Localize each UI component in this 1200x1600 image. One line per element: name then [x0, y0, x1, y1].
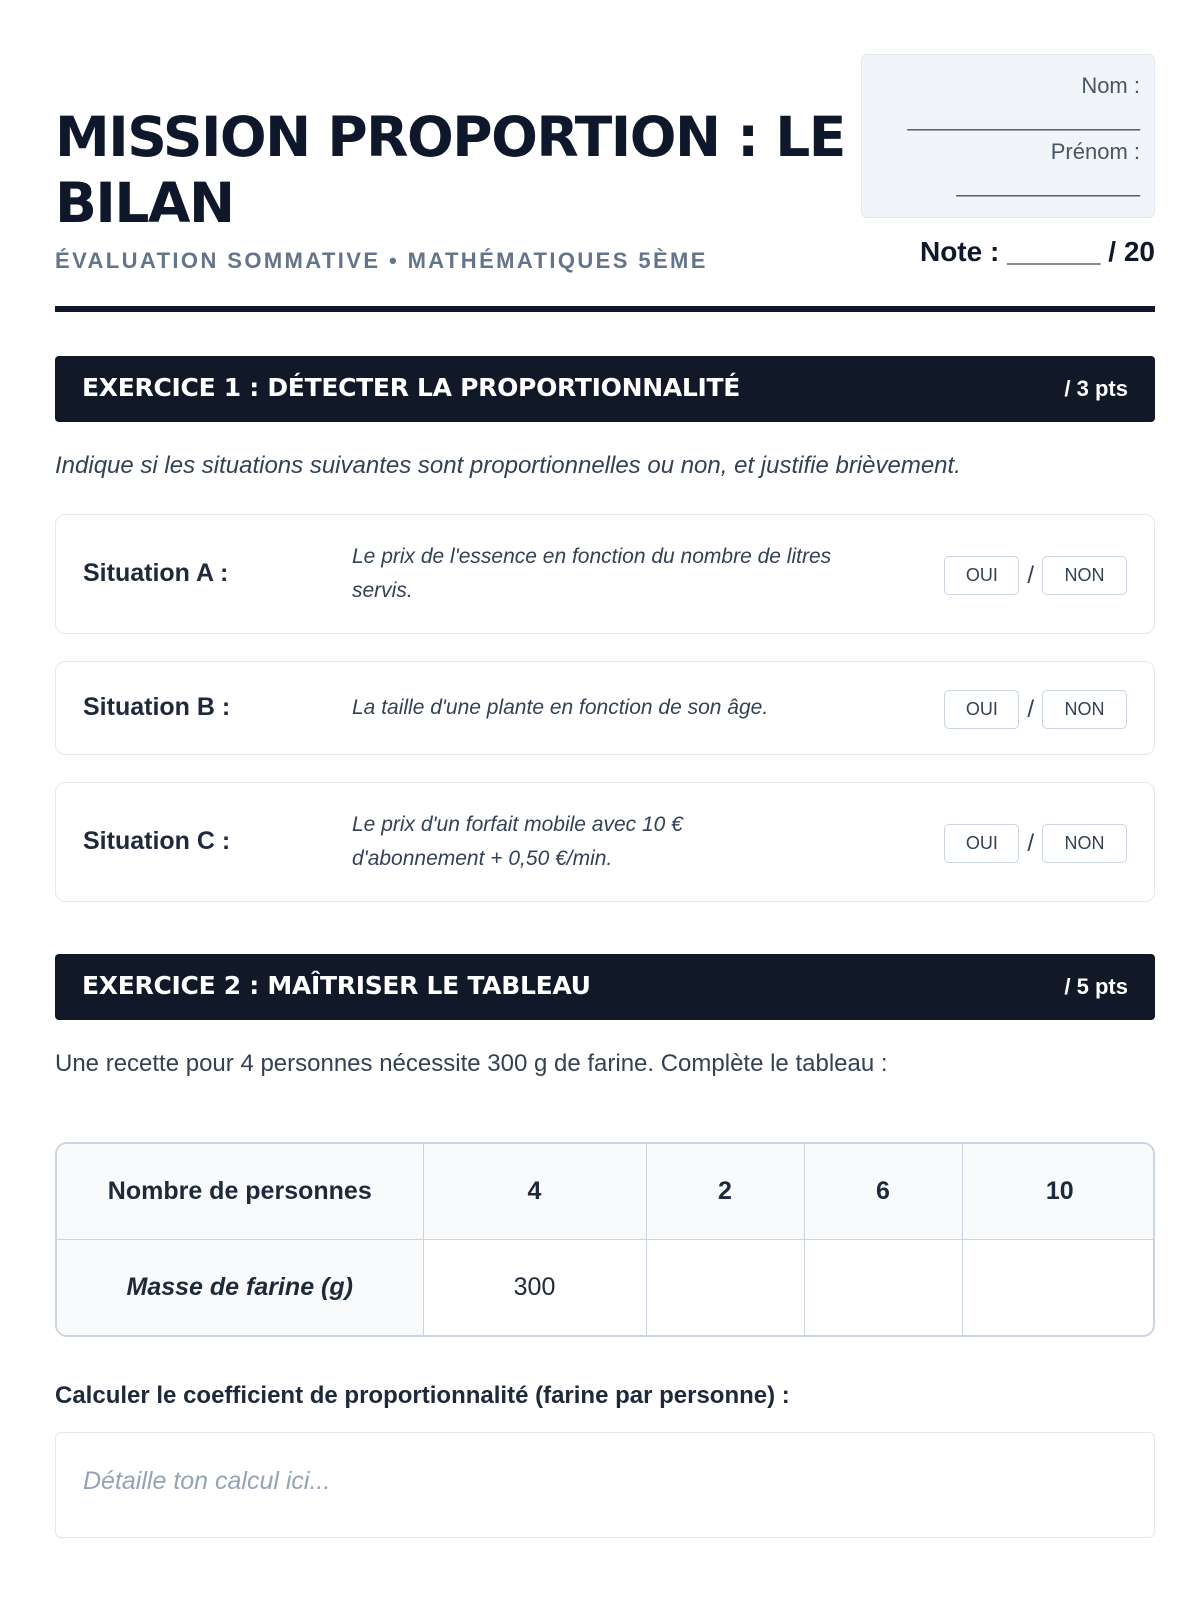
choice-separator: /	[1027, 695, 1034, 723]
situation-a-card	[55, 514, 1155, 634]
table-cell: 10	[962, 1144, 1155, 1240]
situation-b-choice	[944, 690, 1127, 729]
situation-c-non-button[interactable]: NON	[1042, 824, 1127, 863]
page-title: MISSION PROPORTION : LE BILAN	[55, 105, 845, 235]
nom-field[interactable]: ___________________	[907, 106, 1140, 131]
situation-c-description: Le prix d'un forfait mobile avec 10 € d'abonnement + 0,50 €/min.	[352, 813, 683, 870]
calc-label: Calculer le coefficient de proportionnalité (farine par personne) :	[55, 1382, 790, 1409]
exam-page	[55, 0, 1155, 1600]
nom-label: Nom :	[1081, 73, 1140, 98]
table-cell: 2	[646, 1144, 804, 1240]
exam-header	[55, 0, 1155, 312]
table-row-header: Nombre de personnes	[57, 1144, 423, 1240]
situation-a-non-button[interactable]: NON	[1042, 556, 1127, 595]
table-answer-cell[interactable]	[646, 1240, 804, 1336]
table-cell: 6	[804, 1144, 962, 1240]
situation-b-description: La taille d'une plante en fonction de son âge.	[352, 696, 769, 719]
situation-a-choice	[944, 556, 1127, 595]
table-row	[57, 1240, 1155, 1336]
situation-c-choice	[944, 824, 1127, 863]
exercise-1-instruction: Indique si les situations suivantes sont proportionnelles ou non, et justifie brièvement.	[55, 452, 961, 479]
header-divider	[55, 306, 1155, 312]
exercise-2-points: / 5 pts	[1064, 974, 1128, 999]
situation-c-label: Situation C :	[83, 827, 231, 855]
situation-b-label: Situation B :	[83, 693, 231, 721]
situation-a-oui-button[interactable]: OUI	[944, 556, 1019, 595]
exercise-2-title: EXERCICE 2 : MAÎTRISER LE TABLEAU	[82, 971, 591, 1000]
situation-b-non-button[interactable]: NON	[1042, 690, 1127, 729]
situation-a-label: Situation A :	[83, 559, 229, 587]
exercise-2-header	[55, 954, 1155, 1020]
choice-separator: /	[1027, 561, 1034, 589]
situation-c-card	[55, 782, 1155, 902]
prenom-label: Prénom :	[1050, 139, 1140, 164]
choice-separator: /	[1027, 829, 1034, 857]
exercise-1-title: EXERCICE 1 : DÉTECTER LA PROPORTIONNALITÉ	[82, 373, 741, 402]
exercise-1-points: / 3 pts	[1064, 376, 1128, 401]
table-answer-cell[interactable]	[804, 1240, 962, 1336]
situation-c-oui-button[interactable]: OUI	[944, 824, 1019, 863]
table-cell: 300	[423, 1240, 646, 1336]
proportion-table	[55, 1142, 1155, 1337]
grade-field: Note : ______ / 20	[919, 236, 1155, 267]
situation-b-oui-button[interactable]: OUI	[944, 690, 1019, 729]
situation-a-description: Le prix de l'essence en fonction du nombre de litres servis.	[352, 545, 832, 602]
table-row	[57, 1144, 1155, 1240]
exercise-1-header	[55, 356, 1155, 422]
situation-b-card	[55, 661, 1155, 755]
prenom-field[interactable]: _______________	[956, 172, 1140, 197]
page-subtitle: ÉVALUATION SOMMATIVE • MATHÉMATIQUES 5ÈME	[55, 248, 708, 273]
exercise-2-instruction: Une recette pour 4 personnes nécessite 300 g de farine. Complète le tableau :	[55, 1050, 888, 1077]
calc-answer-box	[55, 1432, 1155, 1538]
table-answer-cell[interactable]	[962, 1240, 1155, 1336]
student-id-box	[861, 54, 1155, 218]
table-row-header: Masse de farine (g)	[57, 1240, 423, 1336]
table-cell: 4	[423, 1144, 646, 1240]
calc-input[interactable]	[83, 1467, 1123, 1496]
